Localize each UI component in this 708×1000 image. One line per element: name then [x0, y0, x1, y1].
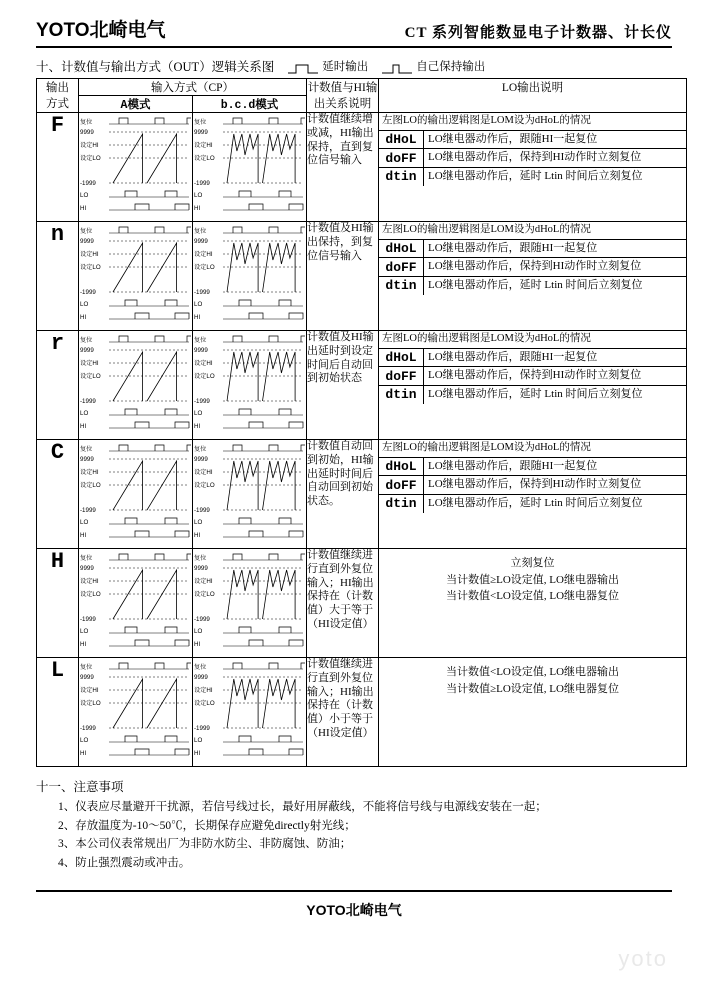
svg-text:设定HI: 设定HI — [194, 469, 213, 476]
footer-brand-cn: 北崎电气 — [345, 903, 402, 919]
mode-letter-h: H — [37, 549, 79, 658]
svg-text:9999: 9999 — [80, 674, 94, 681]
header-out-mode-line2: 方式 — [46, 98, 69, 110]
notes-title: 十一、注意事项 — [36, 780, 124, 794]
svg-text:LO: LO — [80, 301, 89, 308]
svg-text:HI: HI — [80, 641, 87, 648]
lo-simple-line: 当计数值≥LO设定值, LO继电器复位 — [446, 682, 619, 695]
lo-item — [379, 240, 686, 259]
lo-item — [379, 258, 686, 277]
lo-header-c: 左图LO的输出逻辑图是LOM设为dHoL的情况 — [379, 440, 686, 458]
relation-desc-f: 计数值继续增或减，HI输出保持，直到复位信号输入 — [307, 113, 379, 222]
svg-text:9999: 9999 — [194, 674, 208, 681]
waveform-a-n — [79, 222, 193, 331]
svg-text:设定LO: 设定LO — [194, 264, 215, 271]
lo-code: dtin — [379, 277, 424, 295]
svg-text:-1999: -1999 — [80, 507, 96, 514]
note-item: 4、防止强烈震动或冲击。 — [58, 857, 191, 870]
lo-item — [379, 277, 686, 295]
lo-text: LO继电器动作后，保持到HI动作时立刻复位 — [428, 478, 642, 491]
lo-code: doFF — [379, 258, 424, 276]
lo-header-f: 左图LO的输出逻辑图是LOM设为dHoL的情况 — [379, 113, 686, 131]
logic-relation-table — [36, 78, 687, 767]
mode-letter-l: L — [37, 658, 79, 767]
legend-hold-label: 自己保持输出 — [416, 61, 486, 73]
svg-text:设定LO: 设定LO — [80, 155, 101, 162]
svg-text:设定HI: 设定HI — [194, 251, 213, 258]
lo-item — [379, 476, 686, 495]
lo-code: dtin — [379, 168, 424, 186]
svg-text:复位: 复位 — [80, 337, 93, 344]
mode-letter-n: n — [37, 222, 79, 331]
svg-text:9999: 9999 — [80, 456, 94, 463]
lo-code: dtin — [379, 386, 424, 404]
brand-cn: 北崎电气 — [89, 20, 166, 41]
svg-text:设定LO: 设定LO — [80, 700, 101, 707]
lo-text: LO继电器动作后，延时 Ltin 时间后立刻复位 — [428, 279, 643, 292]
svg-text:设定HI: 设定HI — [194, 360, 213, 367]
header-rule — [36, 46, 672, 48]
note-item: 2、存放温度为-10～50℃，长期保存应避免directly射光线； — [58, 819, 356, 832]
svg-text:HI: HI — [194, 641, 201, 648]
waveform-bcd-l — [193, 658, 307, 767]
table-row — [37, 658, 687, 767]
lo-simple-h — [379, 549, 686, 611]
lo-simple-l — [379, 658, 686, 703]
svg-text:-1999: -1999 — [80, 725, 96, 732]
lo-code: dHoL — [379, 240, 424, 258]
lo-desc-n — [379, 222, 687, 331]
header-mode-a: A模式 — [79, 96, 193, 113]
svg-text:-1999: -1999 — [194, 398, 210, 405]
svg-text:HI: HI — [80, 750, 87, 757]
lo-code: doFF — [379, 367, 424, 385]
lo-code: dHoL — [379, 131, 424, 149]
lo-item — [379, 149, 686, 168]
svg-text:设定LO: 设定LO — [194, 155, 215, 162]
header-mode-bcd: b.c.d模式 — [193, 96, 307, 113]
svg-text:LO: LO — [80, 192, 89, 199]
svg-text:设定HI: 设定HI — [80, 687, 99, 694]
lo-item — [379, 367, 686, 386]
svg-text:设定LO: 设定LO — [80, 264, 101, 271]
watermark: yoto — [618, 946, 668, 971]
svg-text:复位: 复位 — [80, 664, 93, 671]
svg-text:设定HI: 设定HI — [194, 142, 213, 149]
svg-text:HI: HI — [80, 532, 87, 539]
svg-text:LO: LO — [80, 737, 89, 744]
svg-text:9999: 9999 — [80, 565, 94, 572]
svg-text:HI: HI — [80, 423, 87, 430]
svg-text:-1999: -1999 — [80, 289, 96, 296]
relation-desc-n: 计数值及HI输出保持，到复位信号输入 — [307, 222, 379, 331]
waveform-bcd-r — [193, 331, 307, 440]
section-heading: 十、计数值与输出方式（OUT）逻辑关系图 — [36, 60, 275, 74]
svg-text:LO: LO — [194, 737, 203, 744]
svg-text:9999: 9999 — [194, 347, 208, 354]
svg-text:9999: 9999 — [194, 565, 208, 572]
svg-text:LO: LO — [194, 628, 203, 635]
table-row — [37, 440, 687, 549]
svg-text:LO: LO — [194, 301, 203, 308]
lo-code: dHoL — [379, 458, 424, 476]
lo-item — [379, 458, 686, 477]
table-row — [37, 549, 687, 658]
lo-text: LO继电器动作后，延时 Ltin 时间后立刻复位 — [428, 497, 643, 510]
waveform-bcd-n — [193, 222, 307, 331]
svg-text:复位: 复位 — [80, 555, 93, 562]
svg-text:设定HI: 设定HI — [80, 578, 99, 585]
svg-text:-1999: -1999 — [194, 616, 210, 623]
footer-brand — [36, 892, 672, 920]
relation-desc-l: 计数值继续进行直到外复位输入；HI输出保持在（计数值）小于等于（HI设定值） — [307, 658, 379, 767]
header-out-mode — [37, 79, 79, 113]
legend-delay-label: 延时输出 — [322, 61, 369, 73]
waveform-a-c — [79, 440, 193, 549]
svg-text:设定LO: 设定LO — [194, 482, 215, 489]
lo-text: LO继电器动作后，延时 Ltin 时间后立刻复位 — [428, 170, 643, 183]
relation-desc-h: 计数值继续进行直到外复位输入；HI输出保持在（计数值）大于等于（HI设定值） — [307, 549, 379, 658]
lo-header-n: 左图LO的输出逻辑图是LOM设为dHoL的情况 — [379, 222, 686, 240]
svg-text:复位: 复位 — [194, 555, 207, 562]
mode-letter-f: F — [37, 113, 79, 222]
legend-delay — [288, 58, 368, 74]
lo-text: LO继电器动作后，延时 Ltin 时间后立刻复位 — [428, 388, 643, 401]
svg-text:-1999: -1999 — [80, 180, 96, 187]
svg-text:设定LO: 设定LO — [80, 373, 101, 380]
svg-text:-1999: -1999 — [194, 725, 210, 732]
lo-text: LO继电器动作后，跟随HI一起复位 — [428, 132, 598, 145]
svg-text:9999: 9999 — [80, 129, 94, 136]
lo-code: doFF — [379, 149, 424, 167]
svg-text:LO: LO — [194, 192, 203, 199]
page-header — [36, 0, 672, 44]
svg-text:复位: 复位 — [80, 119, 93, 126]
footer-brand-latin: YOTO — [306, 901, 346, 918]
lo-text: LO继电器动作后，保持到HI动作时立刻复位 — [428, 260, 642, 273]
svg-text:设定LO: 设定LO — [194, 373, 215, 380]
svg-text:LO: LO — [194, 410, 203, 417]
mode-letter-c: C — [37, 440, 79, 549]
svg-text:复位: 复位 — [80, 446, 93, 453]
svg-text:HI: HI — [80, 205, 87, 212]
svg-text:-1999: -1999 — [194, 180, 210, 187]
header-relation-line1: 计数值与HI输 — [307, 82, 378, 94]
table-row — [37, 113, 687, 222]
lo-simple-line: 当计数值<LO设定值, LO继电器复位 — [446, 590, 620, 602]
waveform-bcd-c — [193, 440, 307, 549]
svg-text:设定LO: 设定LO — [194, 591, 215, 598]
svg-text:复位: 复位 — [80, 228, 93, 235]
note-item: 1、仪表应尽量避开干扰源，若信号线过长，最好用屏蔽线，不能将信号线与电源线安装在一起； — [58, 801, 547, 813]
header-title: CT 系列智能数显电子计数器、计长仪 — [404, 25, 672, 41]
lo-text: LO继电器动作后，跟随HI一起复位 — [428, 350, 598, 363]
lo-code: dtin — [379, 495, 424, 513]
header-input-mode: 输入方式（CP） — [79, 79, 307, 96]
svg-text:设定HI: 设定HI — [194, 578, 213, 585]
lo-item — [379, 495, 686, 513]
table-row — [37, 331, 687, 440]
mode-letter-r: r — [37, 331, 79, 440]
waveform-bcd-h — [193, 549, 307, 658]
legend-hold — [382, 58, 485, 74]
waveform-a-h — [79, 549, 193, 658]
svg-text:-1999: -1999 — [194, 507, 210, 514]
svg-text:复位: 复位 — [194, 228, 207, 235]
lo-desc-c — [379, 440, 687, 549]
svg-text:设定HI: 设定HI — [80, 142, 99, 149]
svg-text:HI: HI — [194, 314, 201, 321]
lo-item — [379, 349, 686, 368]
lo-text: LO继电器动作后，保持到HI动作时立刻复位 — [428, 369, 642, 382]
waveform-a-f — [79, 113, 193, 222]
svg-text:设定LO: 设定LO — [80, 591, 101, 598]
svg-text:9999: 9999 — [194, 456, 208, 463]
lo-code: doFF — [379, 476, 424, 494]
svg-text:LO: LO — [194, 519, 203, 526]
header-relation-line2: 出关系说明 — [313, 98, 372, 110]
svg-text:9999: 9999 — [80, 238, 94, 245]
brand-logo — [36, 15, 166, 42]
lo-item — [379, 386, 686, 404]
lo-text: LO继电器动作后，跟随HI一起复位 — [428, 459, 598, 472]
svg-text:设定HI: 设定HI — [80, 360, 99, 367]
svg-text:设定HI: 设定HI — [80, 251, 99, 258]
svg-text:复位: 复位 — [194, 119, 207, 126]
svg-text:HI: HI — [194, 532, 201, 539]
lo-desc-f — [379, 113, 687, 222]
svg-text:-1999: -1999 — [80, 398, 96, 405]
lo-code: dHoL — [379, 349, 424, 367]
header-relation — [307, 79, 379, 113]
lo-item — [379, 131, 686, 150]
lo-text: LO继电器动作后，跟随HI一起复位 — [428, 241, 598, 254]
svg-text:-1999: -1999 — [80, 616, 96, 623]
svg-text:HI: HI — [80, 314, 87, 321]
svg-text:LO: LO — [80, 628, 89, 635]
svg-text:复位: 复位 — [194, 446, 207, 453]
lo-desc-r — [379, 331, 687, 440]
svg-text:设定LO: 设定LO — [80, 482, 101, 489]
svg-text:HI: HI — [194, 750, 201, 757]
relation-desc-c: 计数值自动回到初始，HI输出延时时间后自动回到初始状态。 — [307, 440, 379, 549]
svg-text:复位: 复位 — [194, 337, 207, 344]
svg-text:9999: 9999 — [194, 129, 208, 136]
lo-item — [379, 168, 686, 186]
header-out-mode-line1: 输出 — [46, 82, 69, 94]
hold-pulse-icon — [382, 62, 412, 74]
svg-text:复位: 复位 — [194, 664, 207, 671]
section-heading-row — [36, 57, 672, 75]
svg-text:设定HI: 设定HI — [80, 469, 99, 476]
lo-text: LO继电器动作后，保持到HI动作时立刻复位 — [428, 151, 642, 164]
svg-text:LO: LO — [80, 519, 89, 526]
svg-text:9999: 9999 — [194, 238, 208, 245]
svg-text:HI: HI — [194, 205, 201, 212]
waveform-a-l — [79, 658, 193, 767]
waveform-a-r — [79, 331, 193, 440]
lo-desc-l — [379, 658, 687, 767]
svg-text:9999: 9999 — [80, 347, 94, 354]
svg-text:设定LO: 设定LO — [194, 700, 215, 707]
lo-simple-line: 当计数值<LO设定值, LO继电器输出 — [446, 666, 620, 678]
table-row — [37, 222, 687, 331]
lo-desc-h — [379, 549, 687, 658]
brand-latin: YOTO — [36, 20, 90, 41]
lo-header-r: 左图LO的输出逻辑图是LOM设为dHoL的情况 — [379, 331, 686, 349]
svg-text:-1999: -1999 — [194, 289, 210, 296]
delay-pulse-icon — [288, 62, 318, 74]
lo-simple-line: 立刻复位 — [510, 557, 555, 569]
note-item: 3、本公司仪表常规出厂为非防水防尘、非防腐蚀、防油； — [58, 838, 352, 851]
svg-text:HI: HI — [194, 423, 201, 430]
svg-text:设定HI: 设定HI — [194, 687, 213, 694]
table-header-row-1 — [37, 79, 687, 96]
lo-simple-line: 当计数值≥LO设定值, LO继电器输出 — [446, 573, 619, 586]
relation-desc-r: 计数值及HI输出延时到设定时间后自动回到初始状态 — [307, 331, 379, 440]
header-lo-desc: LO输出说明 — [379, 79, 687, 113]
svg-text:LO: LO — [80, 410, 89, 417]
waveform-bcd-f — [193, 113, 307, 222]
